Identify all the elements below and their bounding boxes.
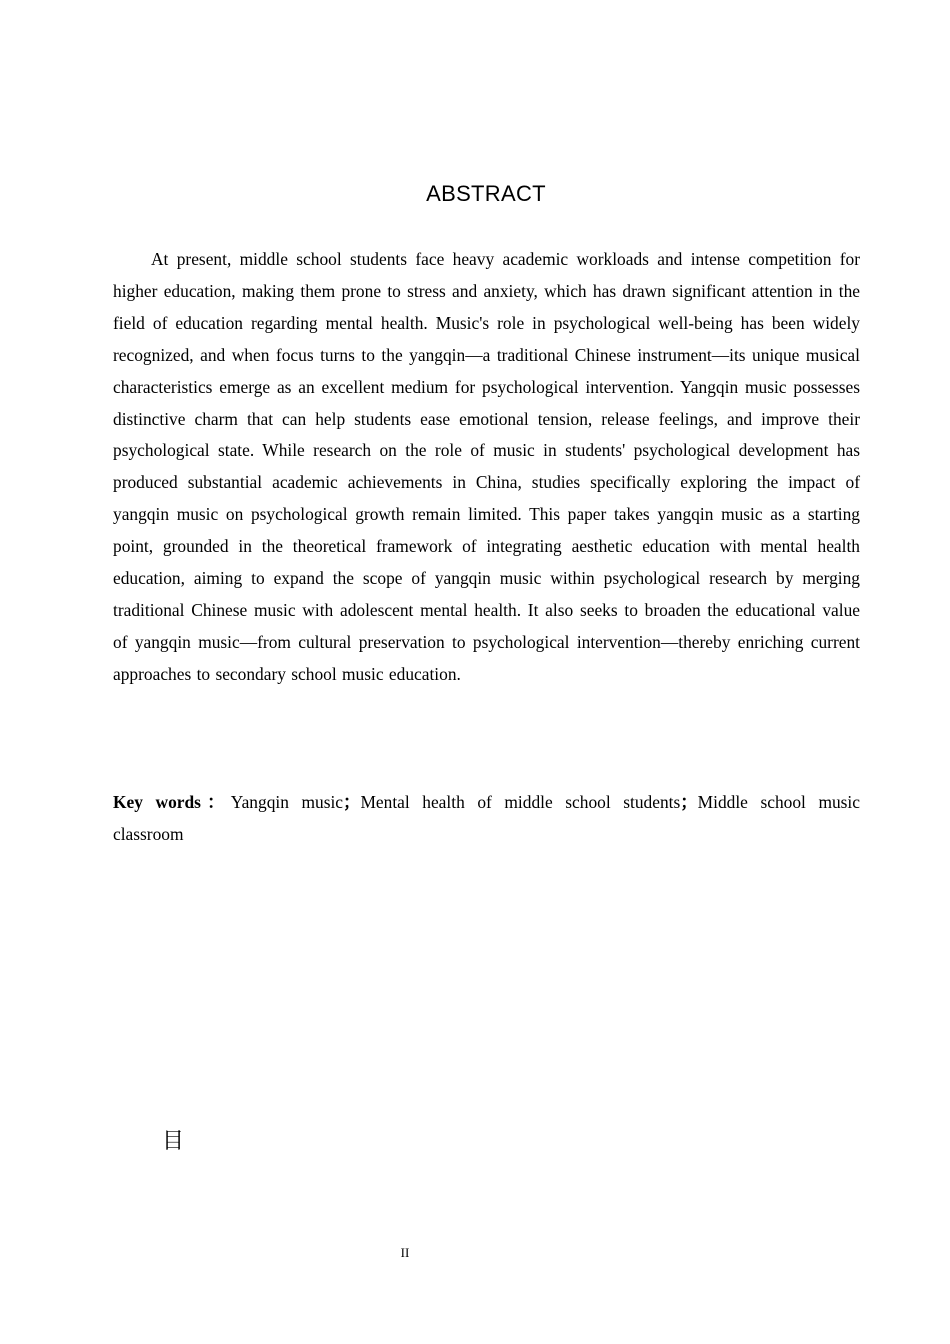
keywords-line <box>113 787 860 851</box>
keyword-separator: ； <box>343 792 361 812</box>
keyword-1: Yangqin music <box>230 792 344 812</box>
page-number: II <box>400 1245 410 1260</box>
toc-heading-fragment: 目 <box>162 1129 185 1154</box>
keyword-2: Mental health of middle school students <box>360 792 681 812</box>
abstract-heading: ABSTRACT <box>426 181 546 206</box>
keyword-separator: ； <box>680 792 698 812</box>
abstract-paragraph: At present, middle school students face heavy academic workloads and intense competition for higher education, making them prone to stress and anxiety, which has drawn significant attention in the field of education regarding mental health. Music's role in psychological well-being has been widely recognized, and when focus turns to the yangqin—a traditional Chinese instrument—its unique musical characteristics emerge as an excellent medium for psychological intervention. Yangqin music possesses distinctive charm that can help students ease emotional tension, release feelings, and improve their psychological state. While research on the role of music in students' psychological development has produced substantial academic achievements in China, studies specifically exploring the impact of yangqin music on psychological growth remain limited. This paper takes yangqin music as a starting point, grounded in the theoretical framework of integrating aesthetic education with mental health education, aiming to expand the scope of yangqin music within psychological research by merging traditional Chinese music with adolescent mental health. It also seeks to broaden the educational value of yangqin music—from cultural preservation to psychological intervention—thereby enriching current approaches to secondary school music education. <box>113 249 860 684</box>
keyword-3: Middle school music classroom <box>113 792 860 844</box>
keywords-label: Key words： <box>113 792 231 812</box>
